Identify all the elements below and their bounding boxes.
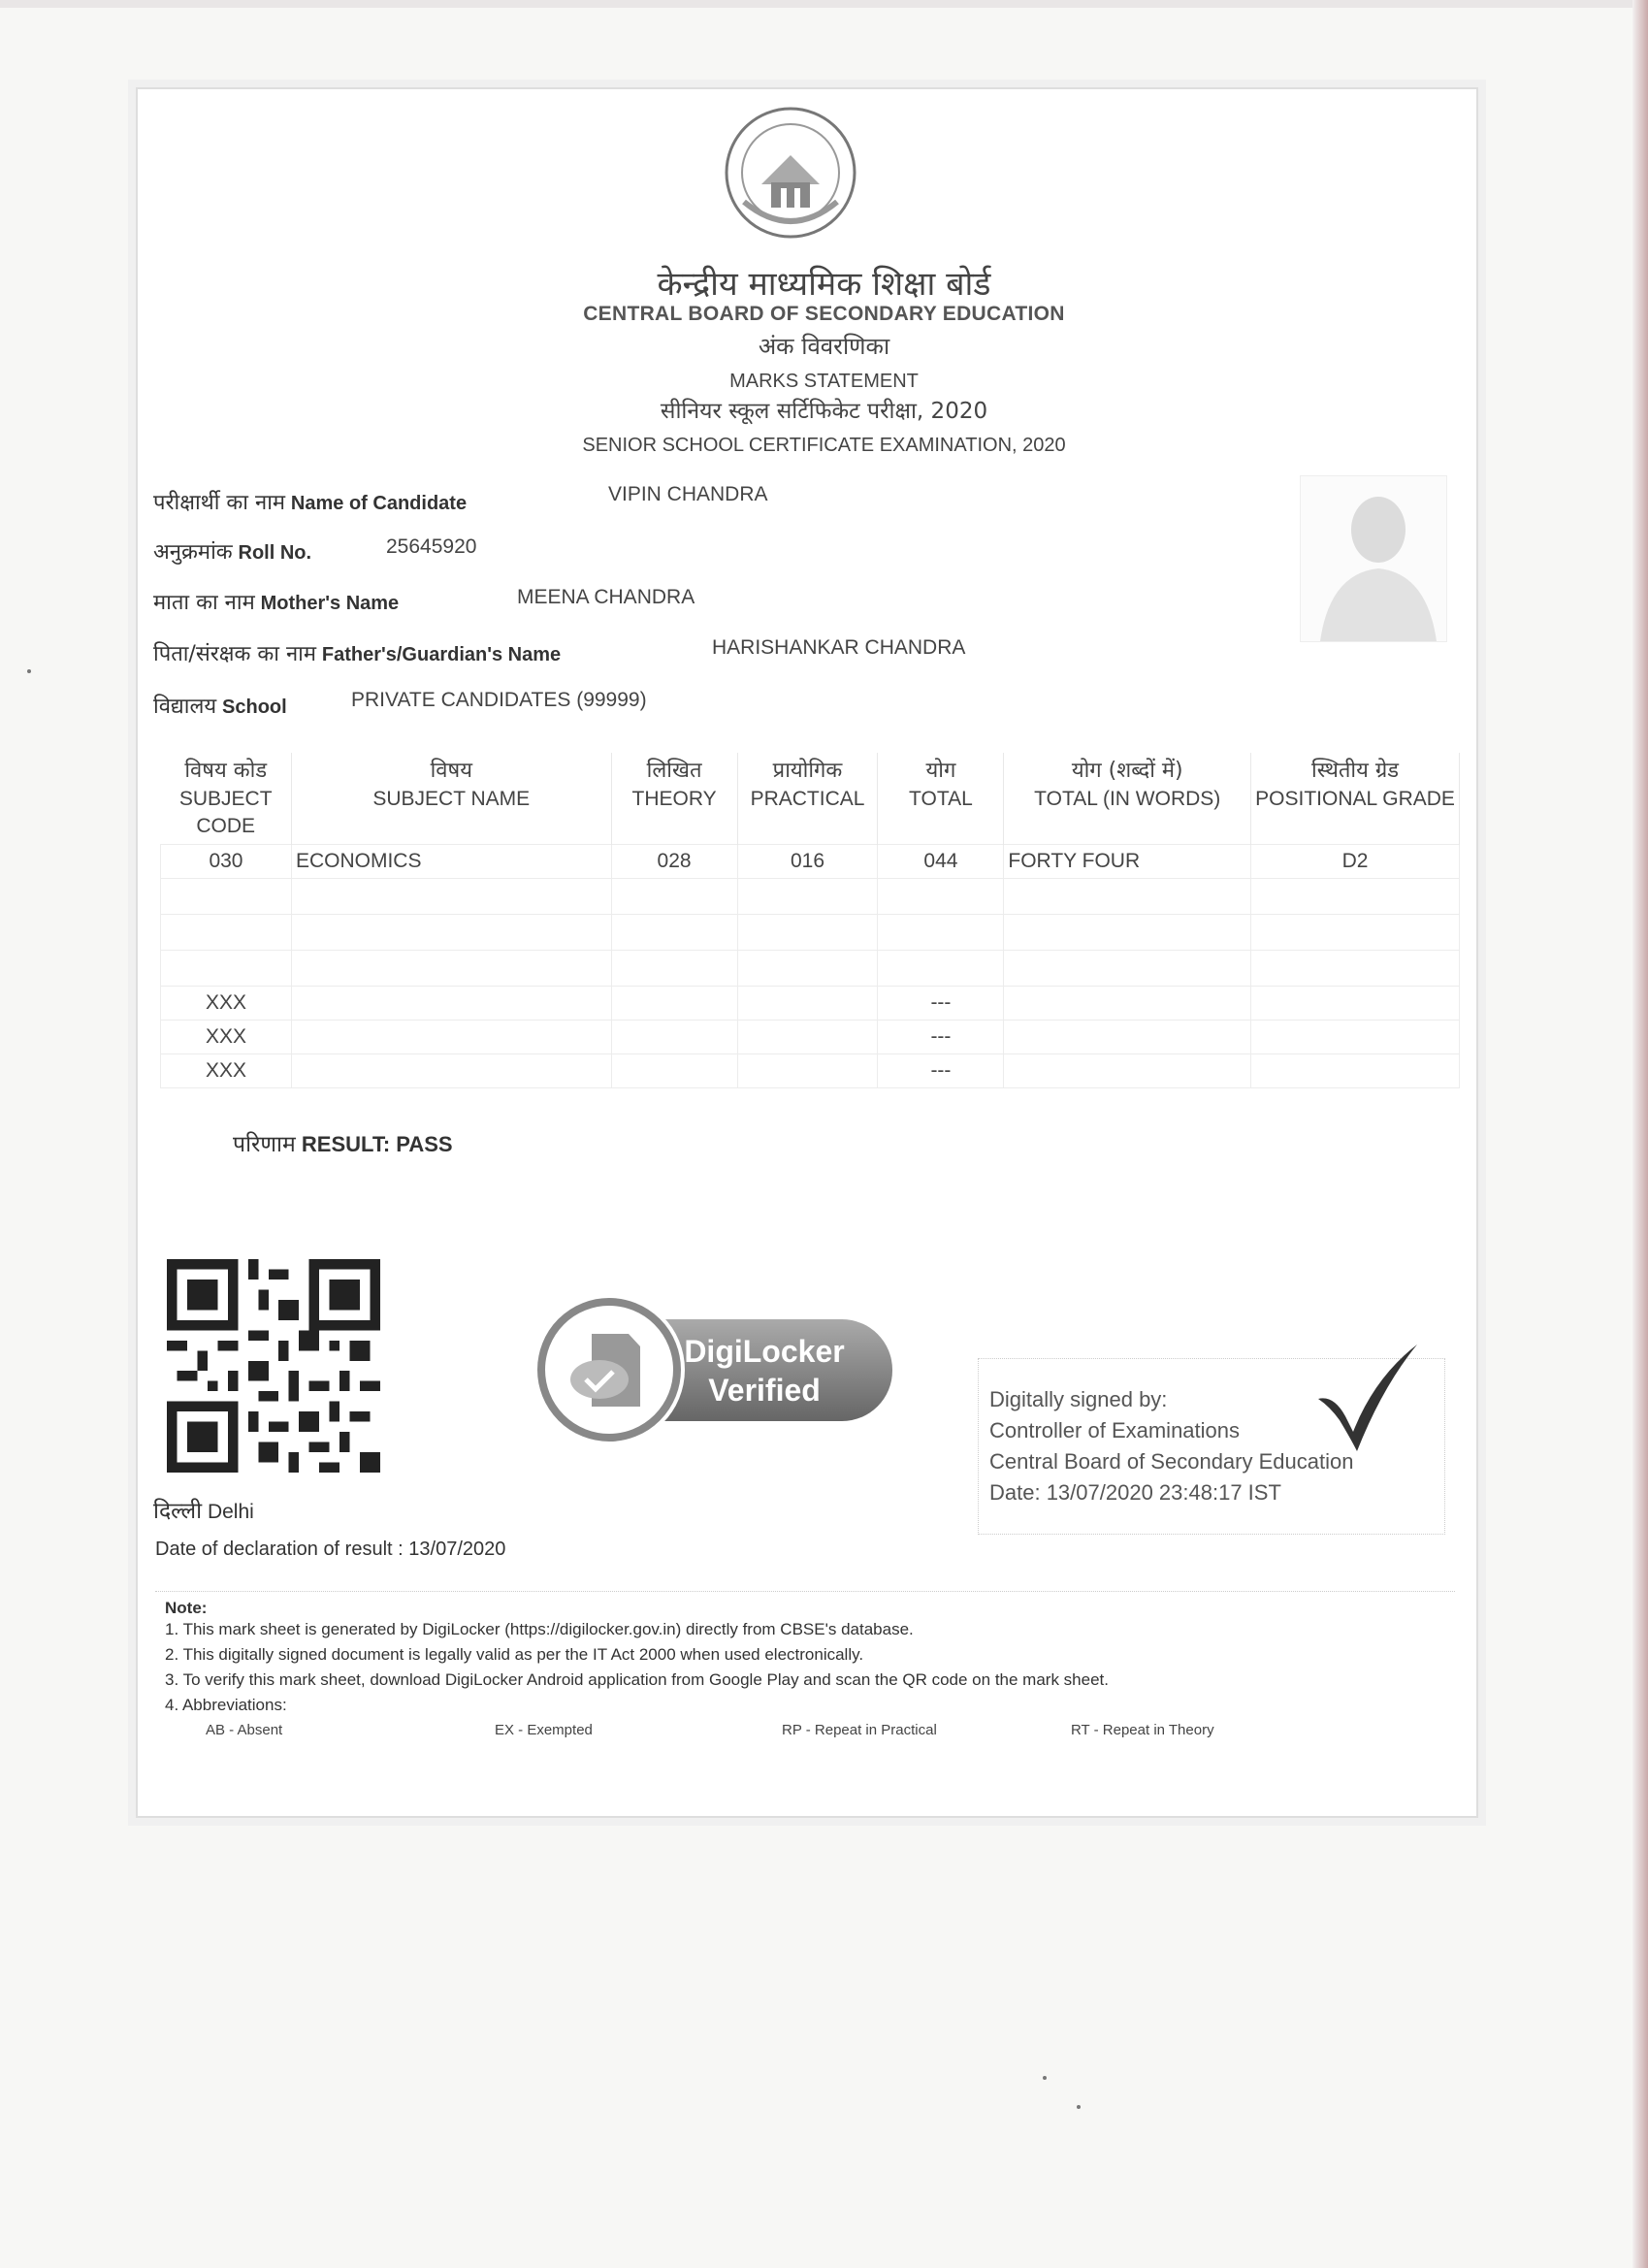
table-row	[161, 987, 1460, 1021]
col-theory	[611, 753, 737, 845]
candidate-name-label	[153, 487, 467, 516]
header-hindi: विषय कोड	[184, 759, 268, 783]
label-hindi: माता का नाम	[153, 591, 255, 615]
signature-line3: Central Board of Secondary Education	[989, 1449, 1354, 1474]
cell-total: 044	[878, 845, 1004, 879]
header-english: PRACTICAL	[750, 787, 865, 810]
result-label-hindi: परिणाम	[233, 1132, 296, 1157]
abbreviation-item: EX - Exempted	[495, 1722, 593, 1738]
abbreviation-item: RT - Repeat in Theory	[1071, 1722, 1214, 1738]
scan-speck	[27, 669, 31, 673]
exam-title-hindi: सीनियर स्कूल सर्टिफिकेट परीक्षा, 2020	[660, 399, 988, 424]
label-english: Father's/Guardian's Name	[321, 644, 562, 665]
col-total-words	[1004, 753, 1251, 845]
cell-theory: 028	[611, 845, 737, 879]
notes-title: Note:	[165, 1599, 208, 1617]
label-english: Mother's Name	[260, 593, 400, 614]
label-hindi: विद्यालय	[153, 695, 217, 719]
cell-code: 030	[161, 845, 292, 879]
signature-date: Date: 13/07/2020 23:48:17 IST	[989, 1480, 1281, 1505]
cell-code: XXX	[161, 1021, 292, 1054]
signature-line1: Digitally signed by:	[989, 1387, 1168, 1411]
statement-title-hindi: अंक विवरणिका	[758, 333, 890, 360]
badge-line1: DigiLocker	[684, 1334, 845, 1369]
scan-top-edge	[0, 0, 1648, 8]
result-label: RESULT: PASS	[301, 1132, 453, 1156]
header-hindi: योग	[925, 759, 956, 783]
cell-total: ---	[878, 1021, 1004, 1054]
label-hindi: अनुक्रमांक	[153, 540, 233, 565]
table-row	[161, 845, 1460, 879]
label-english: School	[222, 697, 287, 718]
table-header-row	[161, 753, 1460, 845]
header-english: TOTAL (IN WORDS)	[1034, 787, 1221, 810]
roll-number: 25645920	[386, 535, 477, 558]
header-english: POSITIONAL GRADE	[1255, 787, 1455, 810]
statement-title: MARKS STATEMENT	[729, 371, 919, 392]
label-hindi: पिता/संरक्षक का नाम	[153, 642, 317, 666]
table-row	[161, 1054, 1460, 1088]
note-item: 4. Abbreviations:	[165, 1696, 287, 1714]
col-practical	[737, 753, 878, 845]
cell-code: XXX	[161, 987, 292, 1021]
badge-line2: Verified	[708, 1373, 821, 1408]
col-total	[878, 753, 1004, 845]
scan-speck	[1043, 2076, 1047, 2080]
place-hindi: दिल्ली	[153, 1499, 203, 1524]
label-english: Name of Candidate	[290, 493, 468, 514]
declaration-label: Date of declaration of result :	[155, 1539, 404, 1560]
cell-total-words: FORTY FOUR	[1004, 845, 1251, 879]
label-english: Roll No.	[238, 542, 312, 564]
label-hindi: परीक्षार्थी का नाम	[153, 491, 286, 515]
note-item: 2. This digitally signed document is legally valid as per the IT Act 2000 when used electronically.	[165, 1645, 864, 1664]
digilocker-verified-badge	[532, 1290, 900, 1455]
place-of-issue	[153, 1494, 254, 1525]
cell-subject: ECONOMICS	[291, 845, 611, 879]
header-hindi: प्रायोगिक	[772, 759, 843, 783]
school-label	[153, 691, 287, 720]
header-english: SUBJECT CODE	[178, 787, 273, 838]
col-positional-grade	[1251, 753, 1460, 845]
cell-total: ---	[878, 987, 1004, 1021]
roll-number-label	[153, 536, 311, 566]
table-row-empty	[161, 879, 1460, 915]
board-name: CENTRAL BOARD OF SECONDARY EDUCATION	[583, 303, 1065, 325]
checkmark-icon	[1314, 1339, 1421, 1455]
col-subject-code	[161, 753, 292, 845]
table-row	[161, 1021, 1460, 1054]
candidate-photo	[1300, 475, 1447, 642]
header-hindi: विषय	[430, 759, 472, 783]
result-line	[233, 1127, 453, 1158]
qr-code-icon	[167, 1259, 380, 1473]
header-english: TOTAL	[909, 787, 973, 810]
father-name-label	[153, 638, 561, 667]
mother-name: MEENA CHANDRA	[517, 586, 695, 608]
father-name: HARISHANKAR CHANDRA	[712, 636, 966, 659]
signature-line2: Controller of Examinations	[989, 1418, 1241, 1442]
header-english: SUBJECT NAME	[372, 787, 531, 810]
place-english: Delhi	[207, 1501, 254, 1523]
declaration-date-line	[155, 1539, 505, 1561]
candidate-name: VIPIN CHANDRA	[608, 483, 768, 505]
header-hindi: योग (शब्दों में)	[1071, 759, 1183, 783]
school-name: PRIVATE CANDIDATES (99999)	[351, 689, 647, 711]
note-item: 3. To verify this mark sheet, download DigiLocker Android application from Google Play and scan the QR code on the mark sheet.	[165, 1670, 1109, 1689]
cell-total: ---	[878, 1054, 1004, 1088]
exam-title: SENIOR SCHOOL CERTIFICATE EXAMINATION, 2020	[582, 435, 1066, 456]
marks-table	[160, 753, 1460, 1088]
header-hindi: स्थितीय ग्रेड	[1311, 759, 1400, 783]
table-row-empty	[161, 951, 1460, 987]
scan-speck	[1077, 2105, 1081, 2109]
abbreviation-item: RP - Repeat in Practical	[782, 1722, 937, 1738]
note-item: 1. This mark sheet is generated by DigiLocker (https://digilocker.gov.in) directly from CBSE's database.	[165, 1620, 914, 1638]
cbse-emblem-icon	[723, 105, 858, 241]
table-row-empty	[161, 915, 1460, 951]
declaration-date: 13/07/2020	[408, 1539, 506, 1560]
header-hindi: लिखित	[646, 759, 702, 783]
abbreviation-item: AB - Absent	[206, 1722, 283, 1738]
mother-name-label	[153, 587, 399, 616]
cell-grade: D2	[1251, 845, 1460, 879]
header-english: THEORY	[631, 787, 717, 810]
col-subject-name	[291, 753, 611, 845]
cell-practical: 016	[737, 845, 878, 879]
board-name-hindi: केन्द्रीय माध्यमिक शिक्षा बोर्ड	[657, 265, 991, 304]
cell-code: XXX	[161, 1054, 292, 1088]
